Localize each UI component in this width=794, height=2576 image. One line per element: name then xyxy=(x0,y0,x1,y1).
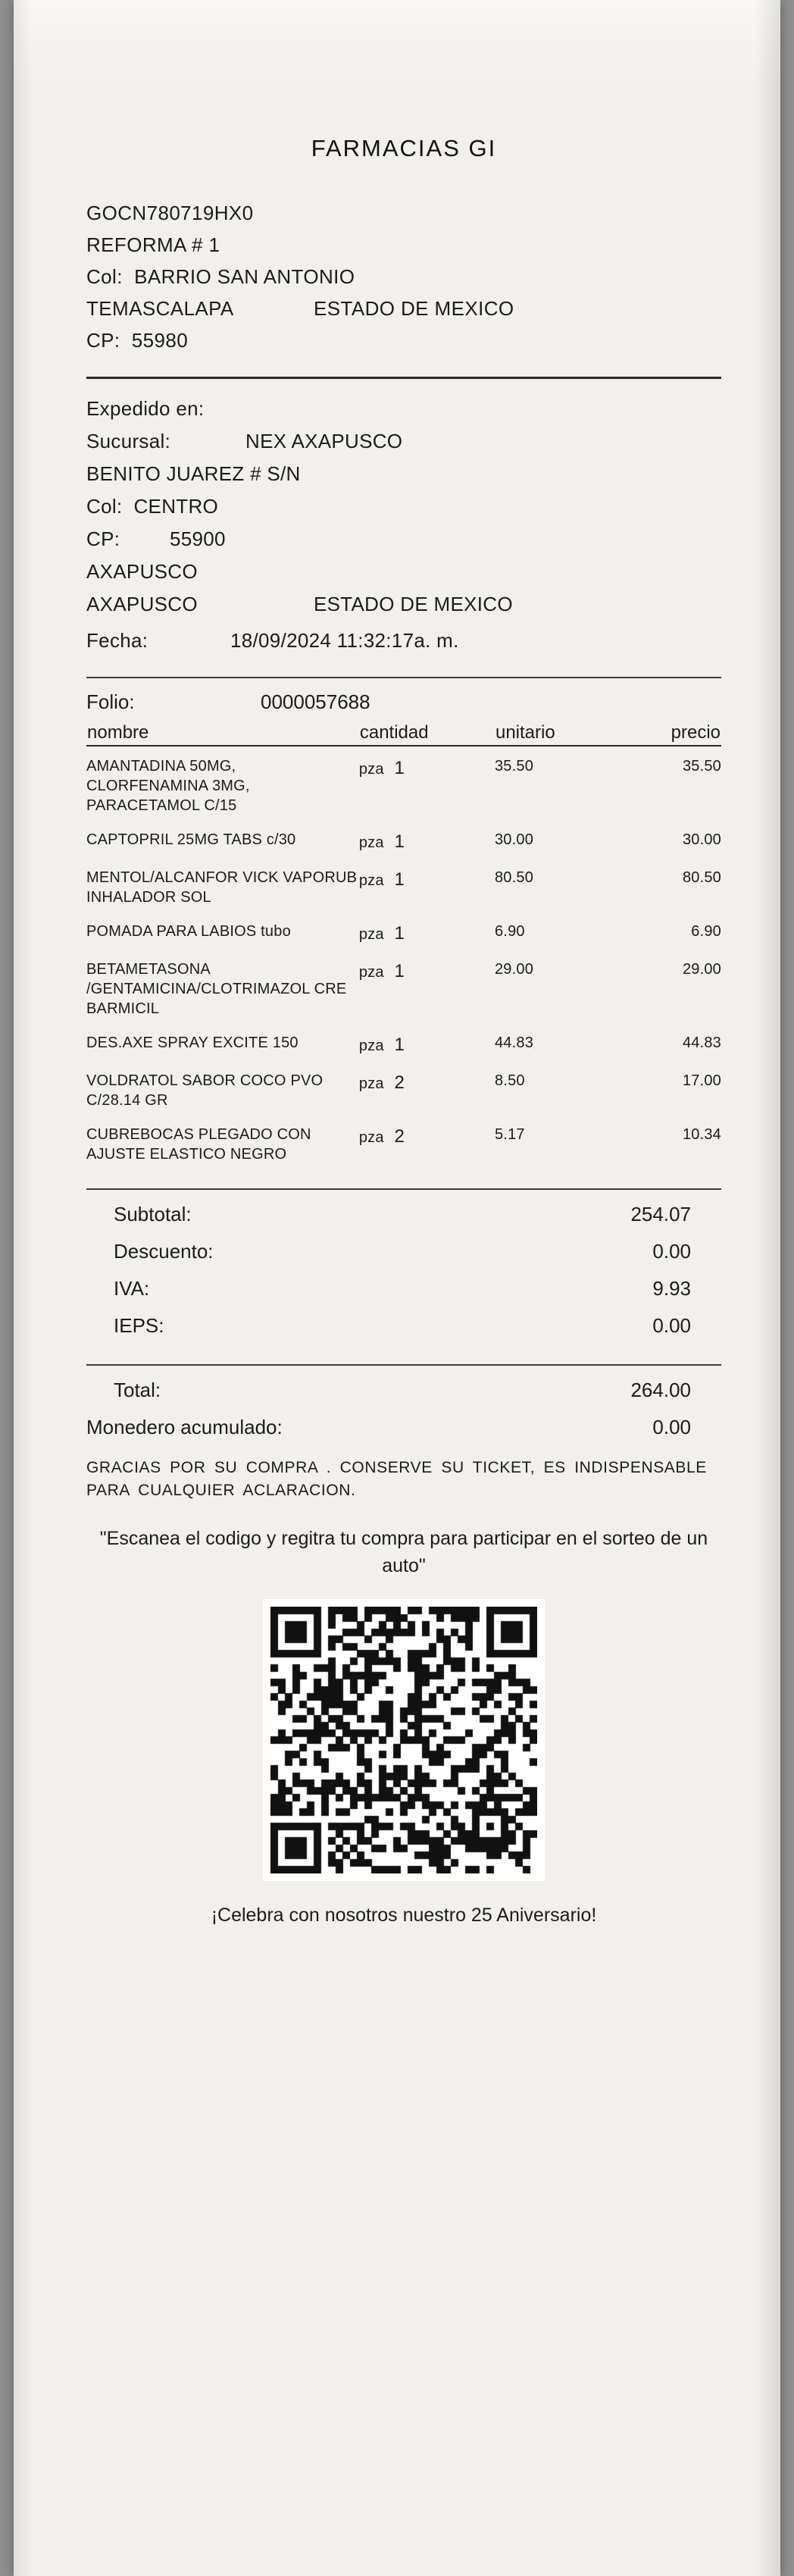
item-description: POMADA PARA LABIOS tubo xyxy=(86,922,291,940)
table-row xyxy=(86,1023,721,1061)
store-rfc: GOCN780719HX0 xyxy=(86,202,254,224)
subtotal-value: 254.07 xyxy=(630,1203,691,1226)
qr-code-icon[interactable] xyxy=(263,1599,545,1881)
item-unit-price: 8.50 xyxy=(494,1072,525,1090)
total-label: Total: xyxy=(114,1379,161,1402)
divider-top xyxy=(86,377,721,379)
item-description: VOLDRATOL SABOR COCO PVO C/28.14 GR xyxy=(86,1072,324,1110)
fecha-value: 18/09/2024 11:32:17a. m. xyxy=(230,628,459,652)
store-title: FARMACIAS GI xyxy=(311,135,497,161)
item-quantity xyxy=(359,1023,495,1061)
footer-anniversary: ¡Celebra con nosotros nuestro 25 Aniversario! xyxy=(211,1905,597,1927)
table-row xyxy=(86,950,721,1023)
item-count: 1 xyxy=(394,757,405,778)
fecha-label: Fecha: xyxy=(86,628,148,652)
branch-state: ESTADO DE MEXICO xyxy=(314,593,513,616)
item-description: CAPTOPRIL 25MG TABS c/30 xyxy=(86,831,296,848)
item-count: 1 xyxy=(394,869,405,890)
branch-colonia: Col: CENTRO xyxy=(86,495,219,518)
store-cp: CP: 55980 xyxy=(86,329,189,352)
item-unit-price: 44.83 xyxy=(494,1034,534,1052)
branch-block xyxy=(86,393,721,657)
promo-text: "Escanea el codigo y regitra tu compra para participar en el sorteo de un auto" xyxy=(99,1527,708,1577)
branch-town: AXAPUSCO xyxy=(86,560,198,584)
item-unit-price: 29.00 xyxy=(494,961,534,978)
item-description: MENTOL/ALCANFOR VICK VAPORUB INHALADOR SOL xyxy=(86,869,358,906)
item-line-total: 30.00 xyxy=(682,831,721,848)
item-unit: pza xyxy=(358,925,384,943)
items-header-row xyxy=(86,721,721,746)
item-count: 1 xyxy=(394,831,405,852)
header-nombre: nombre xyxy=(86,721,359,746)
item-unit-price: 6.90 xyxy=(494,922,525,940)
item-quantity xyxy=(359,912,495,950)
item-unit-price: 30.00 xyxy=(494,831,534,848)
item-unit: pza xyxy=(358,964,384,981)
item-unit-price: 5.17 xyxy=(494,1126,525,1144)
folio-label: Folio: xyxy=(86,690,135,713)
divider-before-total xyxy=(86,1364,721,1366)
item-unit: pza xyxy=(358,834,384,851)
item-unit: pza xyxy=(358,760,384,778)
store-address-block xyxy=(86,197,721,357)
item-unit: pza xyxy=(358,872,384,889)
subtotal-label: Subtotal: xyxy=(114,1203,192,1226)
row-total xyxy=(86,1372,721,1409)
item-description: CUBREBOCAS PLEGADO CON AJUSTE ELASTICO NEGRO xyxy=(86,1126,311,1163)
row-monedero xyxy=(86,1409,721,1446)
table-row xyxy=(86,912,721,950)
descuento-value: 0.00 xyxy=(652,1240,691,1263)
ieps-label: IEPS: xyxy=(114,1314,164,1338)
table-row xyxy=(86,746,721,820)
item-unit: pza xyxy=(358,1129,384,1147)
branch-street: BENITO JUAREZ # S/N xyxy=(86,462,301,485)
row-subtotal xyxy=(86,1196,721,1233)
monedero-value: 0.00 xyxy=(652,1416,691,1439)
folio-row xyxy=(86,690,721,714)
item-unit-price: 80.50 xyxy=(494,869,534,886)
item-line-total: 17.00 xyxy=(682,1072,721,1090)
item-quantity xyxy=(359,950,495,1023)
table-row xyxy=(86,1061,721,1115)
header-cantidad: cantidad xyxy=(359,721,495,746)
table-row xyxy=(86,1115,721,1169)
row-descuento xyxy=(86,1233,721,1270)
divider-middle xyxy=(86,677,721,678)
store-colonia: Col: BARRIO SAN ANTONIO xyxy=(86,265,355,289)
row-ieps xyxy=(86,1307,721,1344)
branch-municipality: AXAPUSCO xyxy=(86,593,198,616)
store-state: ESTADO DE MEXICO xyxy=(314,297,514,321)
table-row xyxy=(86,820,721,858)
divider-before-totals xyxy=(86,1188,721,1190)
descuento-label: Descuento: xyxy=(114,1240,214,1263)
branch-cp-label: CP: xyxy=(86,527,120,551)
row-iva xyxy=(86,1270,721,1307)
item-quantity xyxy=(359,1115,495,1169)
item-line-total: 29.00 xyxy=(682,961,721,978)
item-quantity xyxy=(359,1061,495,1115)
item-quantity xyxy=(359,746,495,820)
ieps-value: 0.00 xyxy=(652,1314,691,1338)
item-line-total: 35.50 xyxy=(682,757,721,775)
branch-cp-value: 55900 xyxy=(170,527,226,551)
item-description: BETAMETASONA /GENTAMICINA/CLOTRIMAZOL CRE BARMICIL xyxy=(86,961,347,1018)
item-count: 1 xyxy=(394,922,405,944)
item-description: DES.AXE SPRAY EXCITE 150 xyxy=(86,1034,299,1052)
table-row xyxy=(86,858,721,912)
header-unitario: unitario xyxy=(495,721,608,746)
item-count: 1 xyxy=(394,1034,405,1056)
item-unit: pza xyxy=(358,1038,384,1055)
store-city: TEMASCALAPA xyxy=(86,297,234,321)
branch-heading: Expedido en: xyxy=(86,396,205,420)
legal-notice: GRACIAS POR SU COMPRA . CONSERVE SU TICKET, ES INDISPENSABLE PARA CUALQUIER ACLARACION. xyxy=(86,1459,707,1500)
grand-total-block xyxy=(86,1372,721,1446)
item-unit-price: 35.50 xyxy=(494,757,534,775)
item-count: 1 xyxy=(394,961,405,982)
item-line-total: 6.90 xyxy=(691,922,721,940)
iva-label: IVA: xyxy=(114,1277,150,1301)
receipt-paper xyxy=(14,0,780,2576)
header-precio: precio xyxy=(608,721,721,746)
item-description: AMANTADINA 50MG, CLORFENAMINA 3MG, PARACETAMOL C/15 xyxy=(86,757,250,814)
item-line-total: 10.34 xyxy=(682,1126,721,1144)
item-count: 2 xyxy=(394,1072,405,1094)
iva-value: 9.93 xyxy=(652,1277,691,1301)
folio-value: 0000057688 xyxy=(261,690,370,713)
qr-container xyxy=(86,1599,721,1881)
totals-block xyxy=(86,1196,721,1344)
item-line-total: 44.83 xyxy=(682,1034,721,1052)
item-quantity xyxy=(359,858,495,912)
item-count: 2 xyxy=(394,1126,405,1147)
branch-sucursal-label: Sucursal: xyxy=(86,429,171,452)
total-value: 264.00 xyxy=(630,1379,691,1402)
item-unit: pza xyxy=(358,1075,384,1093)
monedero-label: Monedero acumulado: xyxy=(86,1416,283,1439)
branch-sucursal-value: NEX AXAPUSCO xyxy=(245,429,403,452)
item-quantity xyxy=(359,820,495,858)
items-table xyxy=(86,721,721,1169)
item-line-total: 80.50 xyxy=(682,869,721,886)
store-street: REFORMA # 1 xyxy=(86,233,220,257)
